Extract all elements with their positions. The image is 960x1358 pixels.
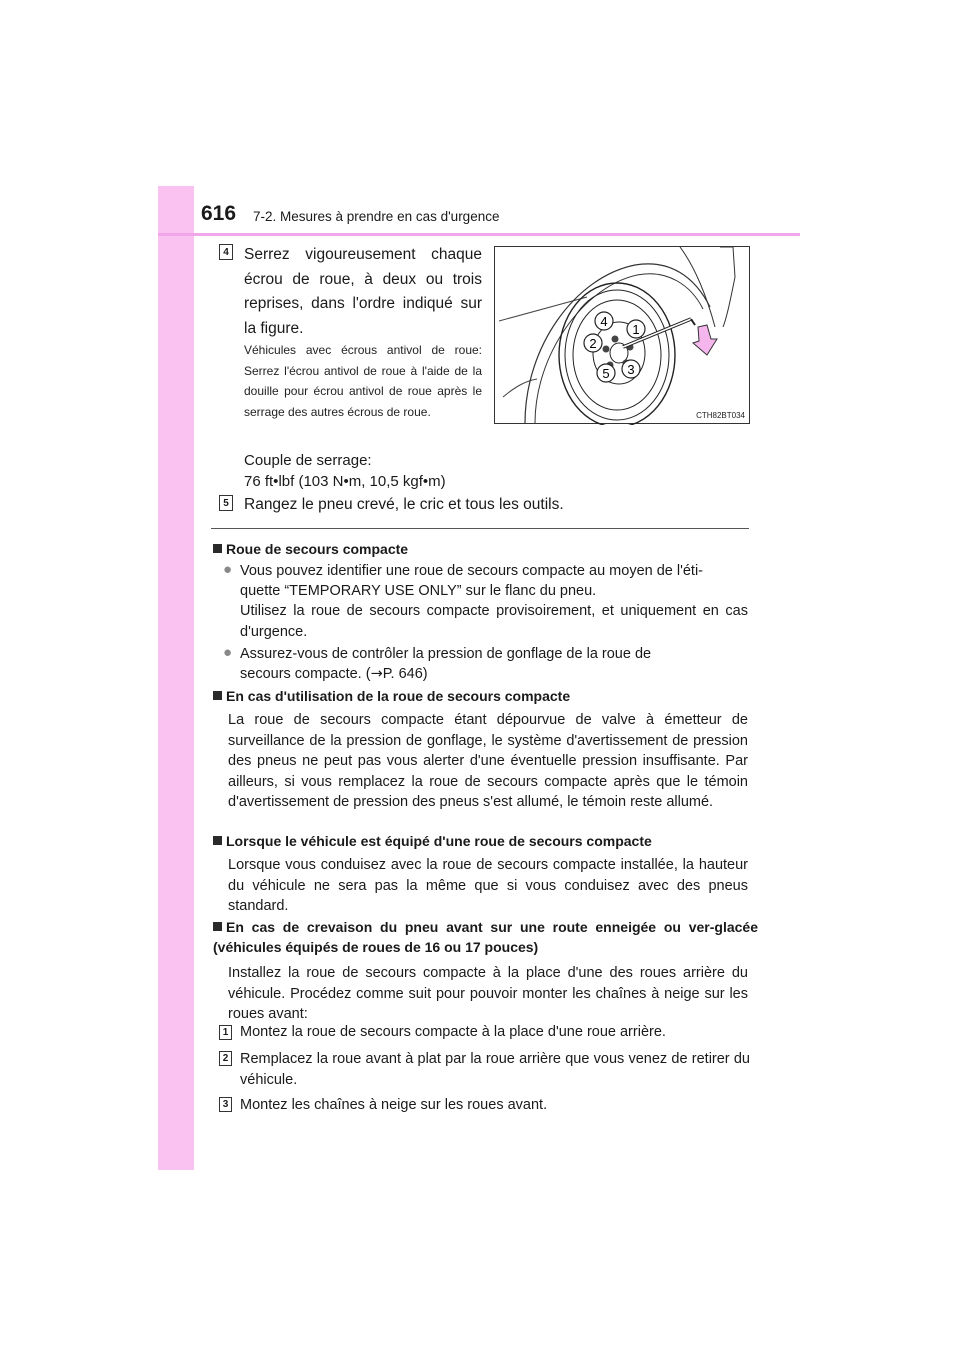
- step4-instruction: Serrez vigoureusement chaque écrou de roue, à deux ou trois reprises, dans l'ordre indiqué sur la figure.: [244, 246, 482, 337]
- heading-compact-spare: Roue de secours compacte: [213, 541, 408, 557]
- wheel-illustration: [495, 247, 751, 425]
- torque-value: 76 ft•lbf (103 N•m, 10,5 kgf•m): [244, 473, 446, 490]
- s1-bullet2-line2: secours compacte. (→P. 646): [240, 666, 428, 682]
- s3-text: Lorsque vous conduisez avec la roue de secours compacte installée, la hauteur du véhicule ne sera pas la même que si vous conduisez avec des pneus standard.: [228, 857, 748, 914]
- square-bullet-icon: [213, 836, 222, 845]
- heading-using-compact-spare: En cas d'utilisation de la roue de secours compacte: [213, 688, 570, 704]
- s4-text: Installez la roue de secours compacte à la place d'une des roues arrière du véhicule. Procédez comme suit pour pouvoir monter les chaînes à neige sur les roues avant:: [228, 965, 748, 1022]
- nut-label-3: 3: [627, 362, 635, 377]
- substep-2-text: Remplacez la roue avant à plat par la roue arrière que vous venez de retirer du véhicule.: [240, 1051, 750, 1088]
- step-badge-5: 5: [219, 495, 233, 511]
- s1-bullet2-line1: Assurez-vous de contrôler la pression de gonflage de la roue de: [240, 646, 652, 662]
- substep-badge-3: 3: [219, 1097, 232, 1112]
- header-rule: [158, 233, 800, 236]
- substep-1-text: Montez la roue de secours compacte à la place d'une roue arrière.: [240, 1024, 666, 1040]
- page-number: 616: [201, 202, 237, 225]
- section-divider: [211, 528, 749, 529]
- s1-bullet1-line2: quette “TEMPORARY USE ONLY” sur le flanc du pneu.: [240, 583, 597, 599]
- page-reference-link[interactable]: P. 646): [382, 666, 428, 682]
- section-title: 7-2. Mesures à prendre en cas d'urgence: [253, 209, 500, 224]
- step4-note: Véhicules avec écrous antivol de roue: Serrez l'écrou antivol de roue à l'aide de la douille pour écrou antivol de roue après le serrage des autres écrous de roue.: [244, 343, 482, 419]
- nut-label-5: 5: [602, 366, 610, 381]
- step5-instruction: Rangez le pneu crevé, le cric et tous les outils.: [244, 496, 564, 513]
- circle-bullet-icon: ●: [223, 561, 233, 578]
- square-bullet-icon: [213, 691, 222, 700]
- wheel-nut-tightening-figure: [494, 246, 750, 424]
- substep-badge-2: 2: [219, 1051, 232, 1066]
- s1-bullet1-line1: Vous pouvez identifier une roue de secours compacte au moyen de l'éti-: [240, 563, 704, 579]
- page-ref-arrow-icon: →: [370, 666, 383, 682]
- square-bullet-icon: [213, 922, 222, 931]
- nut-label-2: 2: [589, 336, 597, 351]
- heading-snowy-road-puncture: En cas de crevaison du pneu avant sur une route enneigée ou ver-glacée (véhicules équipés de roues de 16 ou 17 pouces): [213, 919, 758, 955]
- figure-code: CTH82BT034: [696, 411, 745, 420]
- s1-bullet1-line3: Utilisez la roue de secours compacte provisoirement, et uniquement en cas d'urgence.: [240, 603, 748, 640]
- torque-spec: [244, 450, 504, 492]
- step-badge-4: 4: [219, 244, 233, 260]
- circle-bullet-icon: ●: [223, 644, 233, 661]
- substep-badge-1: 1: [219, 1025, 232, 1040]
- s2-text: La roue de secours compacte étant dépourvue de valve à émetteur de surveillance de la pression de gonflage, le système d'avertissement de pression des pneus ne peut pas vous alerter d'une éventuelle pression insuffisante. Par ailleurs, si vous remplacez la roue de secours compacte après que le témoin d'avertissement de pression des pneus s'est allumé, le témoin reste allumé.: [228, 712, 748, 810]
- nut-label-1: 1: [632, 322, 640, 337]
- heading-vehicle-equipped-compact-spare: Lorsque le véhicule est équipé d'une roue de secours compacte: [213, 833, 652, 849]
- chapter-sidebar-tab: [158, 186, 194, 1170]
- square-bullet-icon: [213, 544, 222, 553]
- substep-3-text: Montez les chaînes à neige sur les roues avant.: [240, 1097, 548, 1113]
- torque-label: Couple de serrage:: [244, 452, 372, 469]
- nut-label-4: 4: [600, 314, 608, 329]
